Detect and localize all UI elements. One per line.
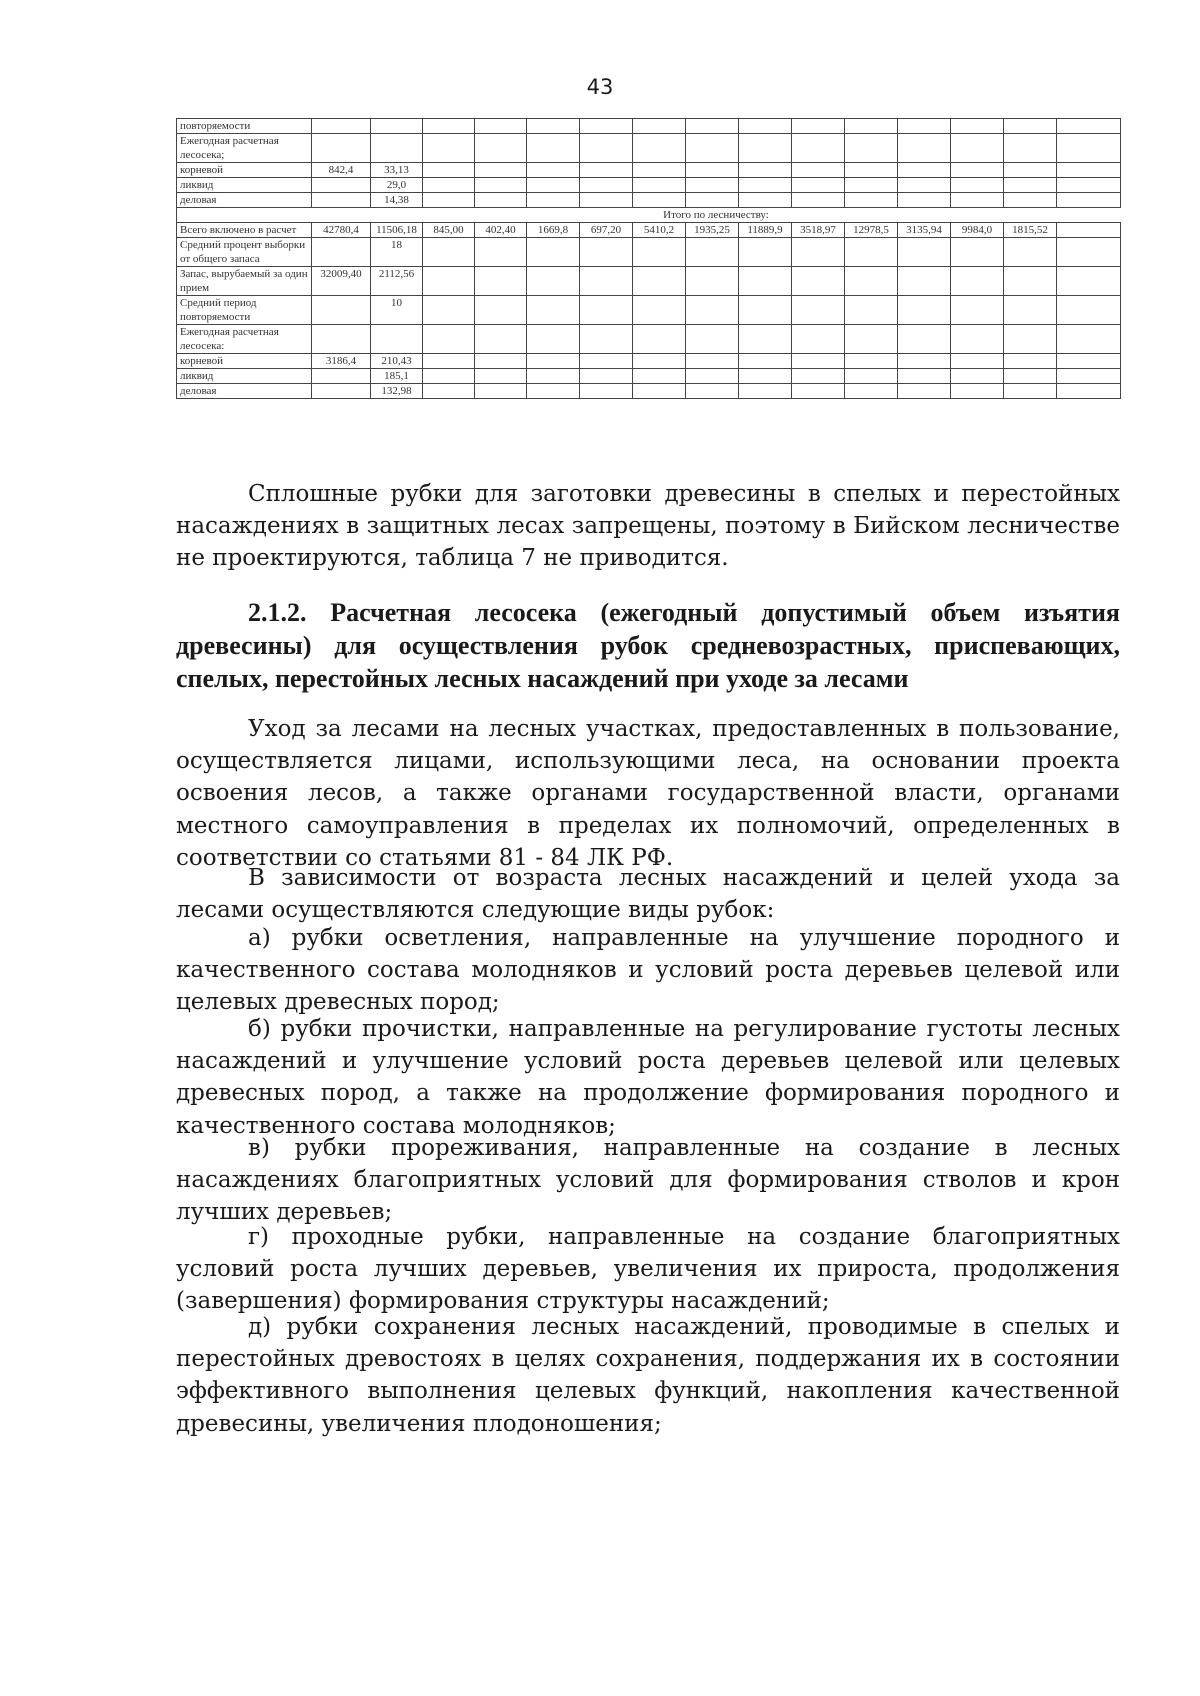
paragraph-item-a: а) рубки осветления, направленные на улучшение породного и качественного состава молодняков и условий роста деревьев целевой или целевых древесных пород; [176, 925, 1120, 1016]
table-cell [951, 134, 1004, 163]
table-cell [686, 267, 739, 296]
table-cell [475, 267, 527, 296]
table-cell [1057, 267, 1121, 296]
table-cell [633, 238, 686, 267]
paragraph-forest-care: Уход за лесами на лесных участках, предоставленных в пользование, осуществляется лицами, использующими леса, на основании проекта освоения лесов, а также органами государственной власти, органами местного самоуправления в пределах их полномочий, определенных в соответствии со статьями 81 - 84 ЛК РФ. [176, 716, 1120, 871]
table-cell [898, 134, 951, 163]
table-cell [1004, 193, 1057, 208]
table-cell: 2112,56 [371, 267, 423, 296]
table-cell [951, 163, 1004, 178]
table-cell [739, 354, 792, 369]
table-cell [845, 325, 898, 354]
table-cell [1057, 325, 1121, 354]
table-cell [1057, 178, 1121, 193]
table-cell [312, 369, 371, 384]
table-cell [475, 354, 527, 369]
table-cell [527, 238, 580, 267]
table-cell: 845,00 [423, 223, 475, 238]
allowable-cut-table [176, 118, 1121, 399]
page-number: 43 [586, 75, 614, 99]
table-cell [475, 325, 527, 354]
table-row [177, 178, 1121, 193]
table-cell: 10 [371, 296, 423, 325]
table-row-label: Ежегодная расчетная лесосека: [177, 325, 312, 354]
table-cell [1004, 119, 1057, 134]
table-cell [792, 267, 845, 296]
table-cell [580, 369, 633, 384]
table-cell [845, 193, 898, 208]
table-cell [792, 296, 845, 325]
table-row-label: Запас, вырубаемый за один прием [177, 267, 312, 296]
table-cell [475, 134, 527, 163]
table-cell [527, 267, 580, 296]
table-row-label: деловая [177, 384, 312, 399]
table-cell [371, 134, 423, 163]
table-row-label: повторяемости [177, 119, 312, 134]
table-cell [1057, 119, 1121, 134]
table-cell [371, 119, 423, 134]
table-cell: 9984,0 [951, 223, 1004, 238]
table-cell: 11889,9 [739, 223, 792, 238]
table-cell [951, 267, 1004, 296]
table-cell [686, 354, 739, 369]
table-cell [475, 238, 527, 267]
table-cell [475, 119, 527, 134]
table-cell [423, 296, 475, 325]
section-heading-2-1-2: 2.1.2. Расчетная лесосека (ежегодный допустимый объем изъятия древесины) для осуществления рубок средневозрастных, приспевающих, спелых, перестойных лесных насаждений при уходе за лесами [176, 598, 1120, 693]
table-body [177, 119, 1121, 399]
table-cell [1004, 369, 1057, 384]
table-cell: 18 [371, 238, 423, 267]
table-cell [845, 384, 898, 399]
table-cell: 3186,4 [312, 354, 371, 369]
table-cell [951, 193, 1004, 208]
table-cell [475, 163, 527, 178]
table-cell [633, 178, 686, 193]
table-cell [739, 134, 792, 163]
table-row-label: корневой [177, 354, 312, 369]
table-cell [312, 296, 371, 325]
table-cell [1057, 193, 1121, 208]
table-cell [312, 178, 371, 193]
table-cell [951, 119, 1004, 134]
table-cell: 1815,52 [1004, 223, 1057, 238]
table-cell [633, 163, 686, 178]
table-cell [792, 369, 845, 384]
table-cell [527, 384, 580, 399]
table-row [177, 384, 1121, 399]
table-cell [1004, 354, 1057, 369]
paragraph-item-d: д) рубки сохранения лесных насаждений, проводимые в спелых и перестойных древостоях в целях сохранения, поддержания их в состоянии эффективного выполнения целевых функций, накопления качественной древесины, увеличения плодоношения; [176, 1314, 1120, 1437]
table-cell [739, 325, 792, 354]
table-cell [792, 384, 845, 399]
table-cell [423, 354, 475, 369]
table-cell: 3518,97 [792, 223, 845, 238]
table-cell [845, 238, 898, 267]
table-cell [686, 325, 739, 354]
table-cell [423, 163, 475, 178]
table-cell [898, 384, 951, 399]
table-cell [845, 178, 898, 193]
table-cell [580, 267, 633, 296]
table-cell [527, 296, 580, 325]
table-row [177, 325, 1121, 354]
table-cell [686, 296, 739, 325]
table-cell [845, 134, 898, 163]
table-cell [312, 384, 371, 399]
table-cell [580, 178, 633, 193]
table-cell [739, 193, 792, 208]
table-cell [1004, 134, 1057, 163]
table-cell [527, 134, 580, 163]
table-cell: 1669,8 [527, 223, 580, 238]
table-cell: 11506,18 [371, 223, 423, 238]
table-cell [686, 119, 739, 134]
table-cell [423, 238, 475, 267]
table-cell [898, 325, 951, 354]
table-cell [580, 384, 633, 399]
table-row [177, 238, 1121, 267]
paragraph-clearcut-note: Сплошные рубки для заготовки древесины в спелых и перестойных насаждениях в защитных лесах запрещены, поэтому в Бийском лесничестве не проектируются, таблица 7 не приводится. [176, 481, 1120, 572]
table-cell [633, 296, 686, 325]
table-cell [951, 354, 1004, 369]
table-cell [792, 193, 845, 208]
table-row-label: Средний процент выборки от общего запаса [177, 238, 312, 267]
table-cell [898, 163, 951, 178]
table-cell [527, 354, 580, 369]
table-cell [739, 178, 792, 193]
table-cell [792, 163, 845, 178]
table-cell [423, 134, 475, 163]
table-cell: 185,1 [371, 369, 423, 384]
table-row-label: корневой [177, 163, 312, 178]
table-cell [527, 119, 580, 134]
table-cell [312, 193, 371, 208]
table-cell [633, 384, 686, 399]
table-row [177, 354, 1121, 369]
table-cell [845, 354, 898, 369]
table-cell [1057, 384, 1121, 399]
table-cell [423, 267, 475, 296]
table-cell [527, 325, 580, 354]
table-cell [898, 178, 951, 193]
paragraph-care-types-intro: В зависимости от возраста лесных насаждений и целей ухода за лесами осуществляются следующие виды рубок: [176, 865, 1120, 924]
table-cell [580, 163, 633, 178]
table-row [177, 119, 1121, 134]
table-cell [898, 369, 951, 384]
table-cell [845, 369, 898, 384]
table-row-label: Всего включено в расчет [177, 223, 312, 238]
table-cell [423, 325, 475, 354]
table-cell [792, 238, 845, 267]
table-cell [633, 193, 686, 208]
table-cell [475, 193, 527, 208]
table-cell [792, 354, 845, 369]
table-cell [845, 296, 898, 325]
table-cell [951, 296, 1004, 325]
table-row-label: Средний период повторяемости [177, 296, 312, 325]
table-cell [1057, 163, 1121, 178]
table-cell [686, 134, 739, 163]
table-cell [845, 267, 898, 296]
table-cell [739, 267, 792, 296]
table-cell [898, 119, 951, 134]
table-cell [580, 119, 633, 134]
table-cell [633, 369, 686, 384]
table-cell [951, 178, 1004, 193]
table-row [177, 163, 1121, 178]
table-cell [475, 384, 527, 399]
table-cell: 5410,2 [633, 223, 686, 238]
table-cell [845, 119, 898, 134]
table-cell: 14,38 [371, 193, 423, 208]
paragraph-item-b: б) рубки прочистки, направленные на регулирование густоты лесных насаждений и улучшение условий роста деревьев целевой или целевых древесных пород, а также на продолжение формирования породного и качественного состава молодняков; [176, 1016, 1120, 1139]
table-row [177, 369, 1121, 384]
table-section-row [177, 208, 1121, 223]
table-cell [312, 119, 371, 134]
table-row-label: ликвид [177, 369, 312, 384]
table-row-label: деловая [177, 193, 312, 208]
table-cell [633, 134, 686, 163]
table-cell [739, 384, 792, 399]
table-row-label: Ежегодная расчетная лесосека; [177, 134, 312, 163]
table-row [177, 223, 1121, 238]
table-cell [580, 134, 633, 163]
table-section-label: Итого по лесничеству: [312, 208, 1121, 223]
table-cell [1004, 163, 1057, 178]
table-cell [475, 178, 527, 193]
table-cell [423, 384, 475, 399]
table-cell: 32009,40 [312, 267, 371, 296]
table-cell [792, 134, 845, 163]
table-cell [633, 267, 686, 296]
table-cell: 42780,4 [312, 223, 371, 238]
table-cell [527, 163, 580, 178]
table-cell [1004, 178, 1057, 193]
table-cell [312, 134, 371, 163]
table-cell: 402,40 [475, 223, 527, 238]
table-row [177, 193, 1121, 208]
table-cell [1004, 325, 1057, 354]
table-cell [686, 384, 739, 399]
table-cell [951, 238, 1004, 267]
table-cell [1057, 134, 1121, 163]
table-cell [898, 238, 951, 267]
table-cell [951, 369, 1004, 384]
table-cell [633, 325, 686, 354]
table-cell [1004, 296, 1057, 325]
table-cell [1057, 354, 1121, 369]
table-cell [898, 354, 951, 369]
table-cell [686, 163, 739, 178]
table-cell [633, 119, 686, 134]
table-cell [739, 369, 792, 384]
table-cell [527, 178, 580, 193]
table-cell [633, 354, 686, 369]
table-cell [898, 193, 951, 208]
table-cell [1057, 238, 1121, 267]
table-cell: 697,20 [580, 223, 633, 238]
table-cell [739, 163, 792, 178]
table-cell [739, 119, 792, 134]
table-cell: 29,0 [371, 178, 423, 193]
table-cell [898, 296, 951, 325]
table-cell [1057, 296, 1121, 325]
table-cell [951, 384, 1004, 399]
paragraph-item-g: г) проходные рубки, направленные на создание благоприятных условий роста лучших деревьев, увеличения их прироста, продолжения (завершения) формирования структуры насаждений; [176, 1224, 1120, 1315]
table-cell: 132,98 [371, 384, 423, 399]
table-cell [686, 178, 739, 193]
table-cell [686, 369, 739, 384]
table-cell [580, 238, 633, 267]
table-cell [580, 325, 633, 354]
table-cell [1004, 267, 1057, 296]
table-row [177, 134, 1121, 163]
paragraph-item-v: в) рубки прореживания, направленные на создание в лесных насаждениях благоприятных условий для формирования стволов и крон лучших деревьев; [176, 1135, 1120, 1226]
table-cell [371, 325, 423, 354]
table-cell [1057, 369, 1121, 384]
table-cell [845, 163, 898, 178]
table-cell [423, 178, 475, 193]
table-row [177, 296, 1121, 325]
table-cell [423, 369, 475, 384]
table-cell: 3135,94 [898, 223, 951, 238]
table-cell [1004, 238, 1057, 267]
table-cell [686, 238, 739, 267]
table-cell [792, 178, 845, 193]
table-cell: 1935,25 [686, 223, 739, 238]
table-cell [1057, 223, 1121, 238]
table-cell [423, 119, 475, 134]
table-cell: 12978,5 [845, 223, 898, 238]
table-cell [312, 238, 371, 267]
table-cell: 842,4 [312, 163, 371, 178]
table-cell [580, 354, 633, 369]
table-row [177, 267, 1121, 296]
table-cell [580, 296, 633, 325]
table-cell [475, 296, 527, 325]
table-cell [898, 267, 951, 296]
table-cell [792, 325, 845, 354]
table-cell [527, 369, 580, 384]
table-cell [312, 325, 371, 354]
table-cell: 33,13 [371, 163, 423, 178]
table-cell [177, 208, 312, 223]
table-cell [1004, 384, 1057, 399]
table-cell [792, 119, 845, 134]
table-cell [423, 193, 475, 208]
table-cell [475, 369, 527, 384]
table-cell [580, 193, 633, 208]
table-cell [739, 238, 792, 267]
table-cell [686, 193, 739, 208]
table-cell [951, 325, 1004, 354]
table-cell [527, 193, 580, 208]
table-row-label: ликвид [177, 178, 312, 193]
table-cell: 210,43 [371, 354, 423, 369]
table-cell [739, 296, 792, 325]
